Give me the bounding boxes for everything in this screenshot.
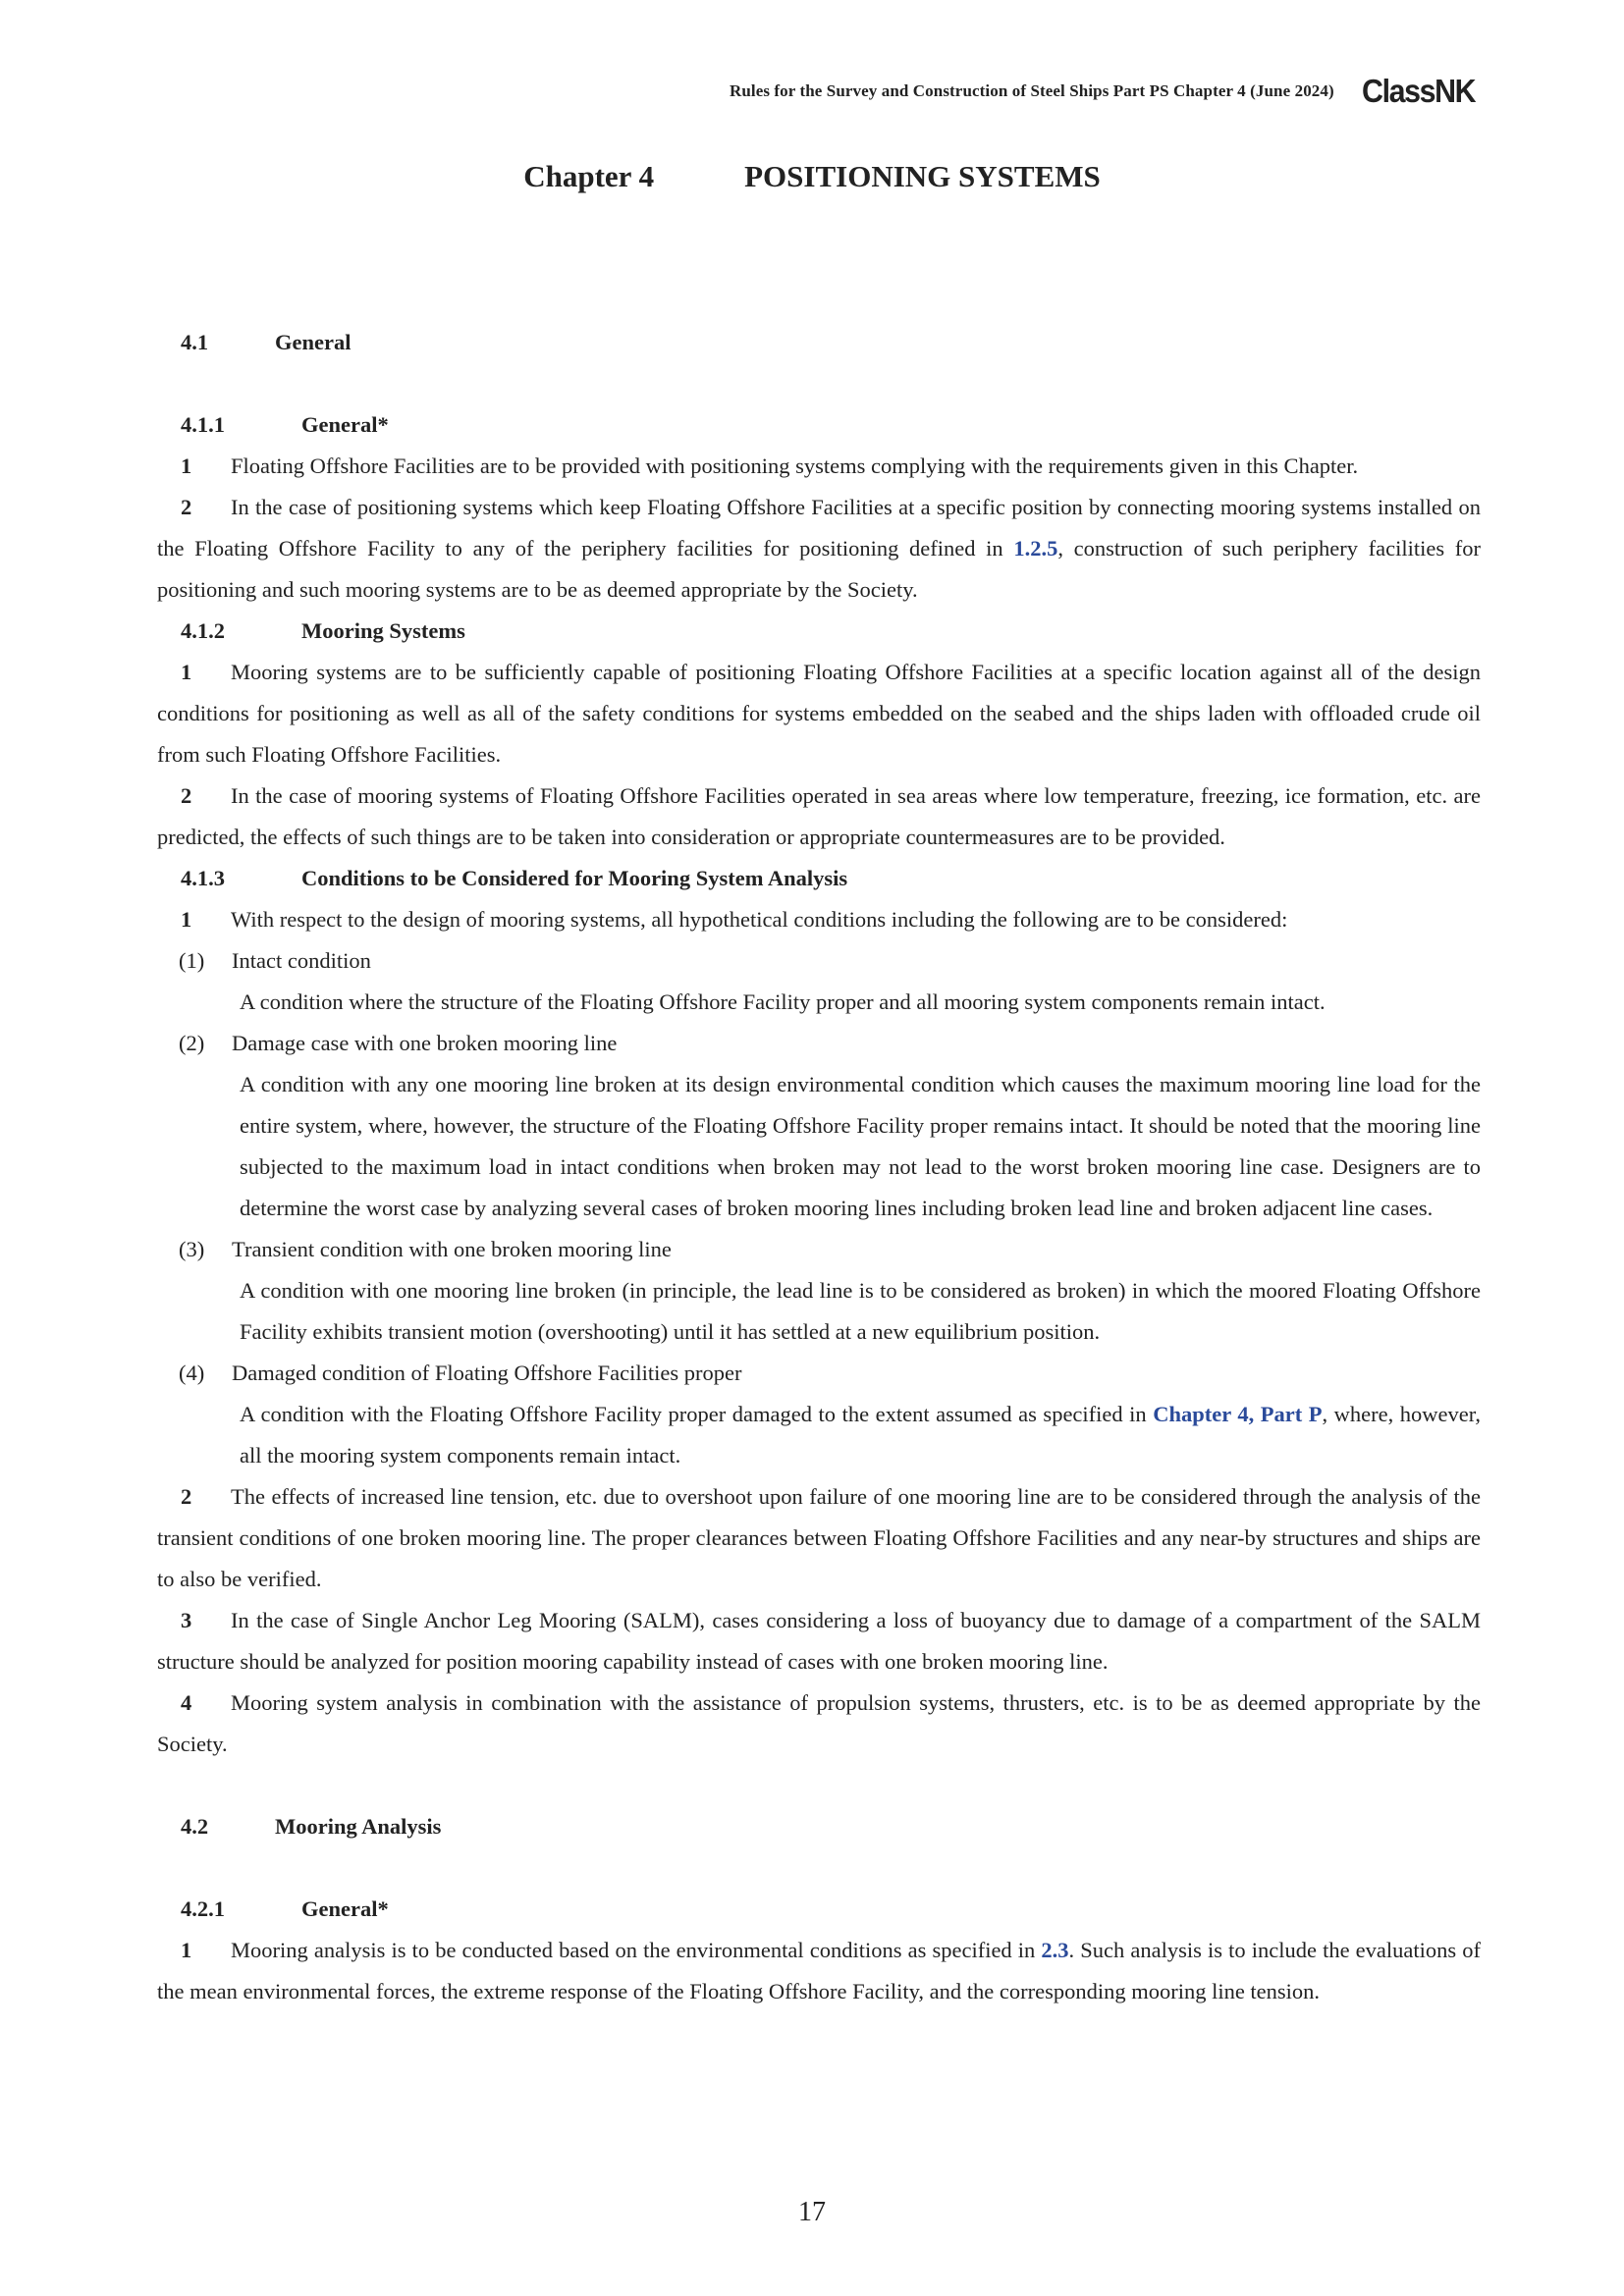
running-header (730, 75, 1475, 107)
section-heading-4-2 (157, 1806, 1481, 1847)
paragraph: 2 In the case of mooring systems of Floating Offshore Facilities operated in sea areas where low temperature, freezing, ice formation, etc. are predicted, the effects of such things are to be taken into consideration or appropriate countermeasures are to be provided. (157, 775, 1481, 858)
paragraph: 1 Mooring analysis is to be conducted based on the environmental conditions as specified in 2.3. Such analysis is to include the evaluations of the mean environmental forces, the extreme response of the Floating Offshore Facility, and the corresponding mooring line tension. (157, 1930, 1481, 2012)
paragraph-number: 4 (181, 1690, 192, 1715)
paragraph-number: 2 (181, 783, 192, 808)
paragraph: 1 With respect to the design of mooring systems, all hypothetical conditions including the following are to be considered: (157, 899, 1481, 940)
section-heading-4-1-3 (157, 858, 1481, 899)
paragraph: 1 Floating Offshore Facilities are to be provided with positioning systems complying with the requirements given in this Chapter. (157, 446, 1481, 487)
chapter-number: Chapter 4 (523, 159, 655, 193)
paragraph-number: 1 (181, 660, 192, 684)
list-item-text: A condition with the Floating Offshore Facility proper damaged to the extent assumed as specified in Chapter 4, Part P, where, however, all the mooring system components remain intact. (240, 1402, 1481, 1468)
paragraph: 2 In the case of positioning systems which keep Floating Offshore Facilities at a specific position by connecting mooring systems installed on the Floating Offshore Facility to any of the periphery facilities for positioning defined in 1.2.5, construction of such periphery facilities for positioning and such mooring systems are to be as deemed appropriate by the Society. (157, 487, 1481, 611)
list-item-text: A condition with one mooring line broken (in principle, the lead line is to be considered as broken) in which the moored Floating Offshore Facility exhibits transient motion (overshooting) until it has settled at a new equilibrium position. (240, 1278, 1481, 1344)
paragraph-number: 2 (181, 495, 192, 519)
paragraph-number: 2 (181, 1484, 192, 1509)
item-number: (4) (179, 1361, 205, 1385)
paragraph: 1 Mooring systems are to be sufficiently capable of positioning Floating Offshore Facilities at a specific location against all of the design conditions for positioning as well as all of the safety conditions for systems embedded on the seabed and the ships laden with offloaded crude oil from such Floating Offshore Facilities. (157, 652, 1481, 775)
page-number: 17 (798, 2197, 826, 2227)
section-title: Mooring Analysis (275, 1814, 442, 1839)
section-number: 4.2 (181, 1814, 209, 1839)
list-item: (1) Intact condition (157, 940, 1481, 982)
section-number: 4.2.1 (181, 1896, 225, 1921)
reference-link-chapter-4-part-p[interactable]: Chapter 4, Part P (1153, 1402, 1323, 1426)
section-title: Mooring Systems (301, 618, 465, 643)
section-heading-4-2-1 (157, 1889, 1481, 1930)
list-item-text: A condition where the structure of the Floating Offshore Facility proper and all mooring system components remain intact. (240, 989, 1326, 1014)
list-item: (4) Damaged condition of Floating Offshore Facilities proper (157, 1353, 1481, 1394)
document-body (157, 322, 1481, 2012)
paragraph: 2 The effects of increased line tension, etc. due to overshoot upon failure of one mooring line are to be considered through the analysis of the transient conditions of one broken mooring line. The proper clearances between Floating Offshore Facilities and any near-by structures and ships are to also be verified. (157, 1476, 1481, 1600)
chapter-heading (0, 159, 1624, 194)
item-number: (3) (179, 1237, 205, 1261)
chapter-title: POSITIONING SYSTEMS (744, 159, 1101, 193)
section-heading-4-1-1 (157, 404, 1481, 446)
section-title: Conditions to be Considered for Mooring System Analysis (301, 866, 848, 890)
paragraph-number: 1 (181, 907, 192, 932)
list-item: (2) Damage case with one broken mooring line (157, 1023, 1481, 1064)
paragraph: 4 Mooring system analysis in combination with the assistance of propulsion systems, thrusters, etc. is to be as deemed appropriate by the Society. (157, 1682, 1481, 1765)
item-number: (2) (179, 1031, 205, 1055)
paragraph-number: 1 (181, 454, 192, 478)
section-title: General* (301, 1896, 389, 1921)
reference-link-1-2-5[interactable]: 1.2.5 (1013, 536, 1058, 561)
section-heading-4-1-2 (157, 611, 1481, 652)
list-item: (3) Transient condition with one broken mooring line (157, 1229, 1481, 1270)
paragraph-number: 1 (181, 1938, 192, 1962)
section-number: 4.1.2 (181, 618, 225, 643)
section-heading-4-1 (157, 322, 1481, 363)
list-item-text: A condition with any one mooring line broken at its design environmental condition which causes the maximum mooring line load for the entire system, where, however, the structure of the Floating Offshore Facility proper remains intact. It should be noted that the mooring line subjected to the maximum load in intact conditions when broken may not lead to the worst broken mooring line case. Designers are to determine the worst case by analyzing several cases of broken mooring lines including broken lead line and broken adjacent line cases. (240, 1072, 1481, 1220)
running-title: Rules for the Survey and Construction of Steel Ships Part PS Chapter 4 (June 2024) (729, 80, 1334, 100)
section-title: General* (301, 412, 389, 437)
classnk-logo: ClassNK (1361, 73, 1475, 109)
section-number: 4.1.3 (181, 866, 225, 890)
reference-link-2-3[interactable]: 2.3 (1041, 1938, 1069, 1962)
item-number: (1) (179, 948, 205, 973)
section-number: 4.1.1 (181, 412, 225, 437)
paragraph-number: 3 (181, 1608, 192, 1632)
section-title: General (275, 330, 352, 354)
section-number: 4.1 (181, 330, 209, 354)
paragraph: 3 In the case of Single Anchor Leg Mooring (SALM), cases considering a loss of buoyancy due to damage of a compartment of the SALM structure should be analyzed for position mooring capability instead of cases with one broken mooring line. (157, 1600, 1481, 1682)
